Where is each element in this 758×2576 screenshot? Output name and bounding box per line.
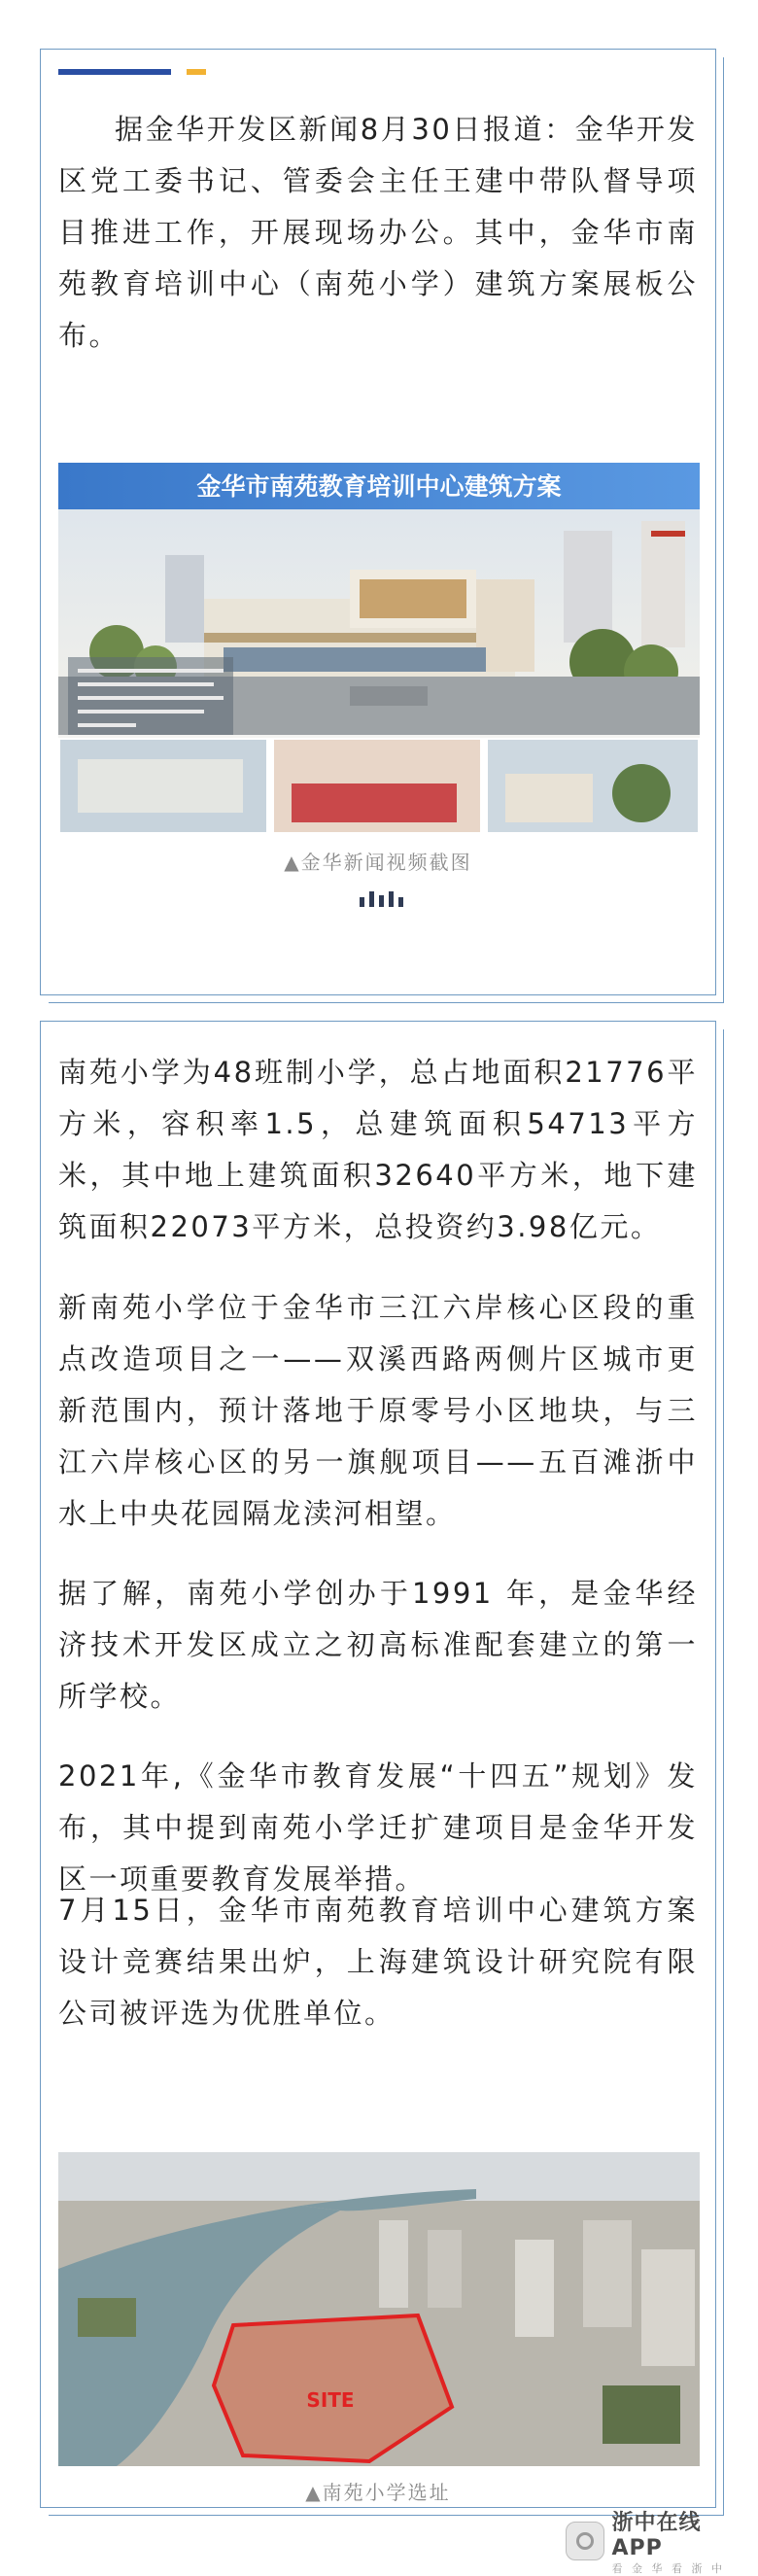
paragraph-competition: 7月15日，金华市南苑教育培训中心建筑方案设计竞赛结果出炉，上海建筑设计研究院有限公司被评选为优胜单位。	[58, 1894, 698, 2030]
aerial-map	[58, 2152, 700, 2466]
paragraph-history: 据了解，南苑小学创办于1991 年，是金华经济技术开发区成立之初高标准配套建立的第一所学校。	[58, 1577, 698, 1713]
paragraph-area-stats: 南苑小学为48班制小学，总占地面积21776平方米，容积率1.5，总建筑面积54713平方米，其中地上建筑面积32640平方米，地下建筑面积22073平方米，总投资约3.98亿元。	[58, 1056, 698, 1243]
rendering-image[interactable]	[58, 463, 700, 837]
banner-title: 金华市南苑教育培训中心建筑方案	[196, 472, 562, 501]
architecture-rendering	[58, 463, 700, 837]
figure2-caption: ▲南苑小学选址	[305, 2481, 451, 2504]
watermark-subtitle: 看 金 华 看 浙 中	[611, 2562, 726, 2575]
intro-paragraph: 据金华开发区新闻8月30日报道：金华开发区党工委书记、管委会主任王建中带队督导项目推进工作，开展现场办公。其中，金华市南苑教育培训中心（南苑小学）建筑方案展板公布。	[58, 113, 698, 352]
app-watermark	[566, 2511, 750, 2575]
paragraph-location: 新南苑小学位于金华市三江六岸核心区段的重点改造项目之一——双溪西路两侧片区城市更新范围内，预计落地于原零号小区地块，与三江六岸核心区的另一旗舰项目——五百滩浙中水上中央花园隔龙渎河相望。	[58, 1291, 698, 1530]
decor-bar-blue	[58, 69, 171, 75]
figure1-caption: ▲金华新闻视频截图	[284, 851, 472, 874]
paragraph-plan: 2021年,《金华市教育发展“十四五”规划》发布，其中提到南苑小学迁扩建项目是金华开发区一项重要教育发展举措。	[58, 1759, 698, 1896]
site-aerial-image[interactable]	[58, 2152, 700, 2466]
decor-bar-gold	[187, 69, 206, 75]
bar-chart-icon	[360, 891, 402, 907]
watermark-title: 浙中在线APP	[611, 2511, 702, 2560]
site-label: SITE	[306, 2388, 355, 2412]
app-logo-icon	[566, 2522, 604, 2560]
article-card-intro	[40, 49, 716, 995]
article-card-details	[40, 1021, 716, 2508]
